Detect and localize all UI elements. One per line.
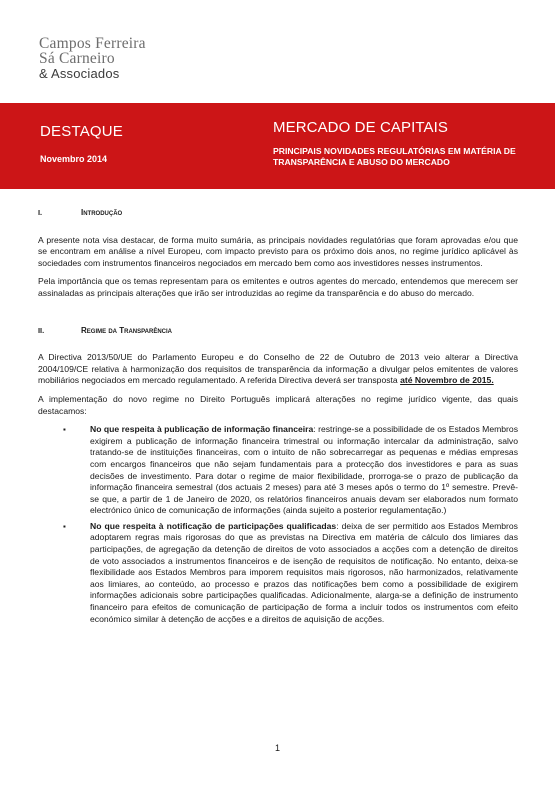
header-banner — [0, 103, 555, 189]
list-item-text: : restringe-se a possibilidade de os Estados Membros exigirem a publicação de informação financeira trimestral ou informação intercalar da administração, salvo tratando-se de instituições financeiras, com o intuito de não sobrecarregar as pequenas e médias empresas com encargos financeiros que não sejam fundamentais para a protecção dos investidores e para as suas decisões de investimento. Para dotar o regime de maior flexibilidade, prorroga-se o prazo de publicação da informação financeira semestral (dos actuais 2 meses) para até 3 meses após o termo do 1º semestre. Prevê-se que, a partir de 1 de Janeiro de 2020, os relatórios financeiros anuais devam ser elaborados num formato electrónico único de comunicação de informações (ainda sujeito a posterior regulamentação.) — [90, 424, 518, 516]
banner-date: Novembro 2014 — [40, 154, 108, 164]
banner-left-title: DESTAQUE — [40, 123, 124, 140]
section-title: Regime da Transparência — [81, 325, 173, 335]
logo-line-3: & Associados — [39, 66, 120, 81]
section-heading-1 — [38, 207, 518, 219]
section-number: I. — [38, 208, 43, 217]
list-item-body — [90, 424, 518, 517]
bullet-list — [38, 424, 518, 625]
logo-line-2: Sá Carneiro — [39, 50, 115, 67]
list-item-text: : deixa de ser permitido aos Estados Membros adoptarem regras mais rigorosas do que as previstas na Directiva em matéria de cálculo dos limiares das participações, de agregação da detenção de direitos de voto associados a acções com a detenção de direitos de voto associados a instrumentos financeiros e de isenção de requisitos de notificação. No entanto, deixa-se flexibilidade aos Estados Membros para imporem requisitos mais rigorosos, não harmonizados, relativamente aos limiares, ao conteúdo, ao processo e prazos das notificações bem como a possibilidade de exigirem informações adicionais sobre participações qualificadas. Adicionalmente, alarga-se a definição de instrumento financeiro para efeitos de comunicação de participação de forma a incluir todos os instrumentos com efeito económico similar à detenção de acções e a direitos de aquisição de acções. — [90, 520, 518, 624]
paragraph — [38, 352, 518, 387]
document-body — [38, 207, 518, 629]
list-item — [38, 521, 518, 625]
logo-line-1: Campos Ferreira — [39, 35, 146, 52]
bullet-icon: ▪ — [63, 425, 66, 435]
paragraph: Pela importância que os temas representam para os emitentes e outros agentes do mercado, entendemos que merecem ser assinaladas as principais alterações que irão ser introduzidas ao regime da transparência e do abuso do mercado. — [38, 276, 518, 298]
list-item-body — [90, 521, 518, 625]
section-heading-2 — [38, 325, 518, 337]
bullet-icon: ▪ — [63, 521, 66, 531]
firm-logo — [39, 36, 146, 81]
paragraph: A implementação do novo regime no Direito Português implicará alterações no regime jurídico vigente, das quais destacamos: — [38, 393, 518, 416]
paragraph: A presente nota visa destacar, de forma muito sumária, as principais novidades regulatórias que foram aprovadas e/ou que se encontram em análise a nível Europeu, com impacto previsto para os próximo dois anos, no regime jurídico aplicável às sociedades com instrumentos financeiros negociados em mercado bem como aos investidores nesses instrumentos. — [38, 234, 518, 268]
section-title: Introdução — [81, 208, 123, 217]
paragraph-text: A Directiva 2013/50/UE do Parlamento Europeu e do Conselho de 22 de Outubro de 2013 veio alterar a Directiva 2004/109/CE relativa à harmonização dos requisitos de transparência da informação a divulgar pelos emitentes de valores mobiliários negociados em mercado regulamentado. A referida Directiva deverá ser transposta — [38, 352, 518, 386]
section-number: II. — [38, 325, 45, 335]
deadline-underlined: até Novembro de 2015. — [400, 375, 494, 386]
page-number: 1 — [274, 743, 280, 753]
list-item — [38, 424, 518, 517]
banner-subtitle: PRINCIPAIS NOVIDADES REGULATÓRIAS EM MATÉRIA DE TRANSPARÊNCIA E ABUSO DO MERCADO — [273, 146, 516, 167]
banner-right-title: MERCADO DE CAPITAIS — [273, 119, 448, 136]
list-item-lead: No que respeita à publicação de informação financeira — [90, 424, 314, 435]
list-item-lead: No que respeita à notificação de participações qualificadas — [90, 520, 337, 531]
